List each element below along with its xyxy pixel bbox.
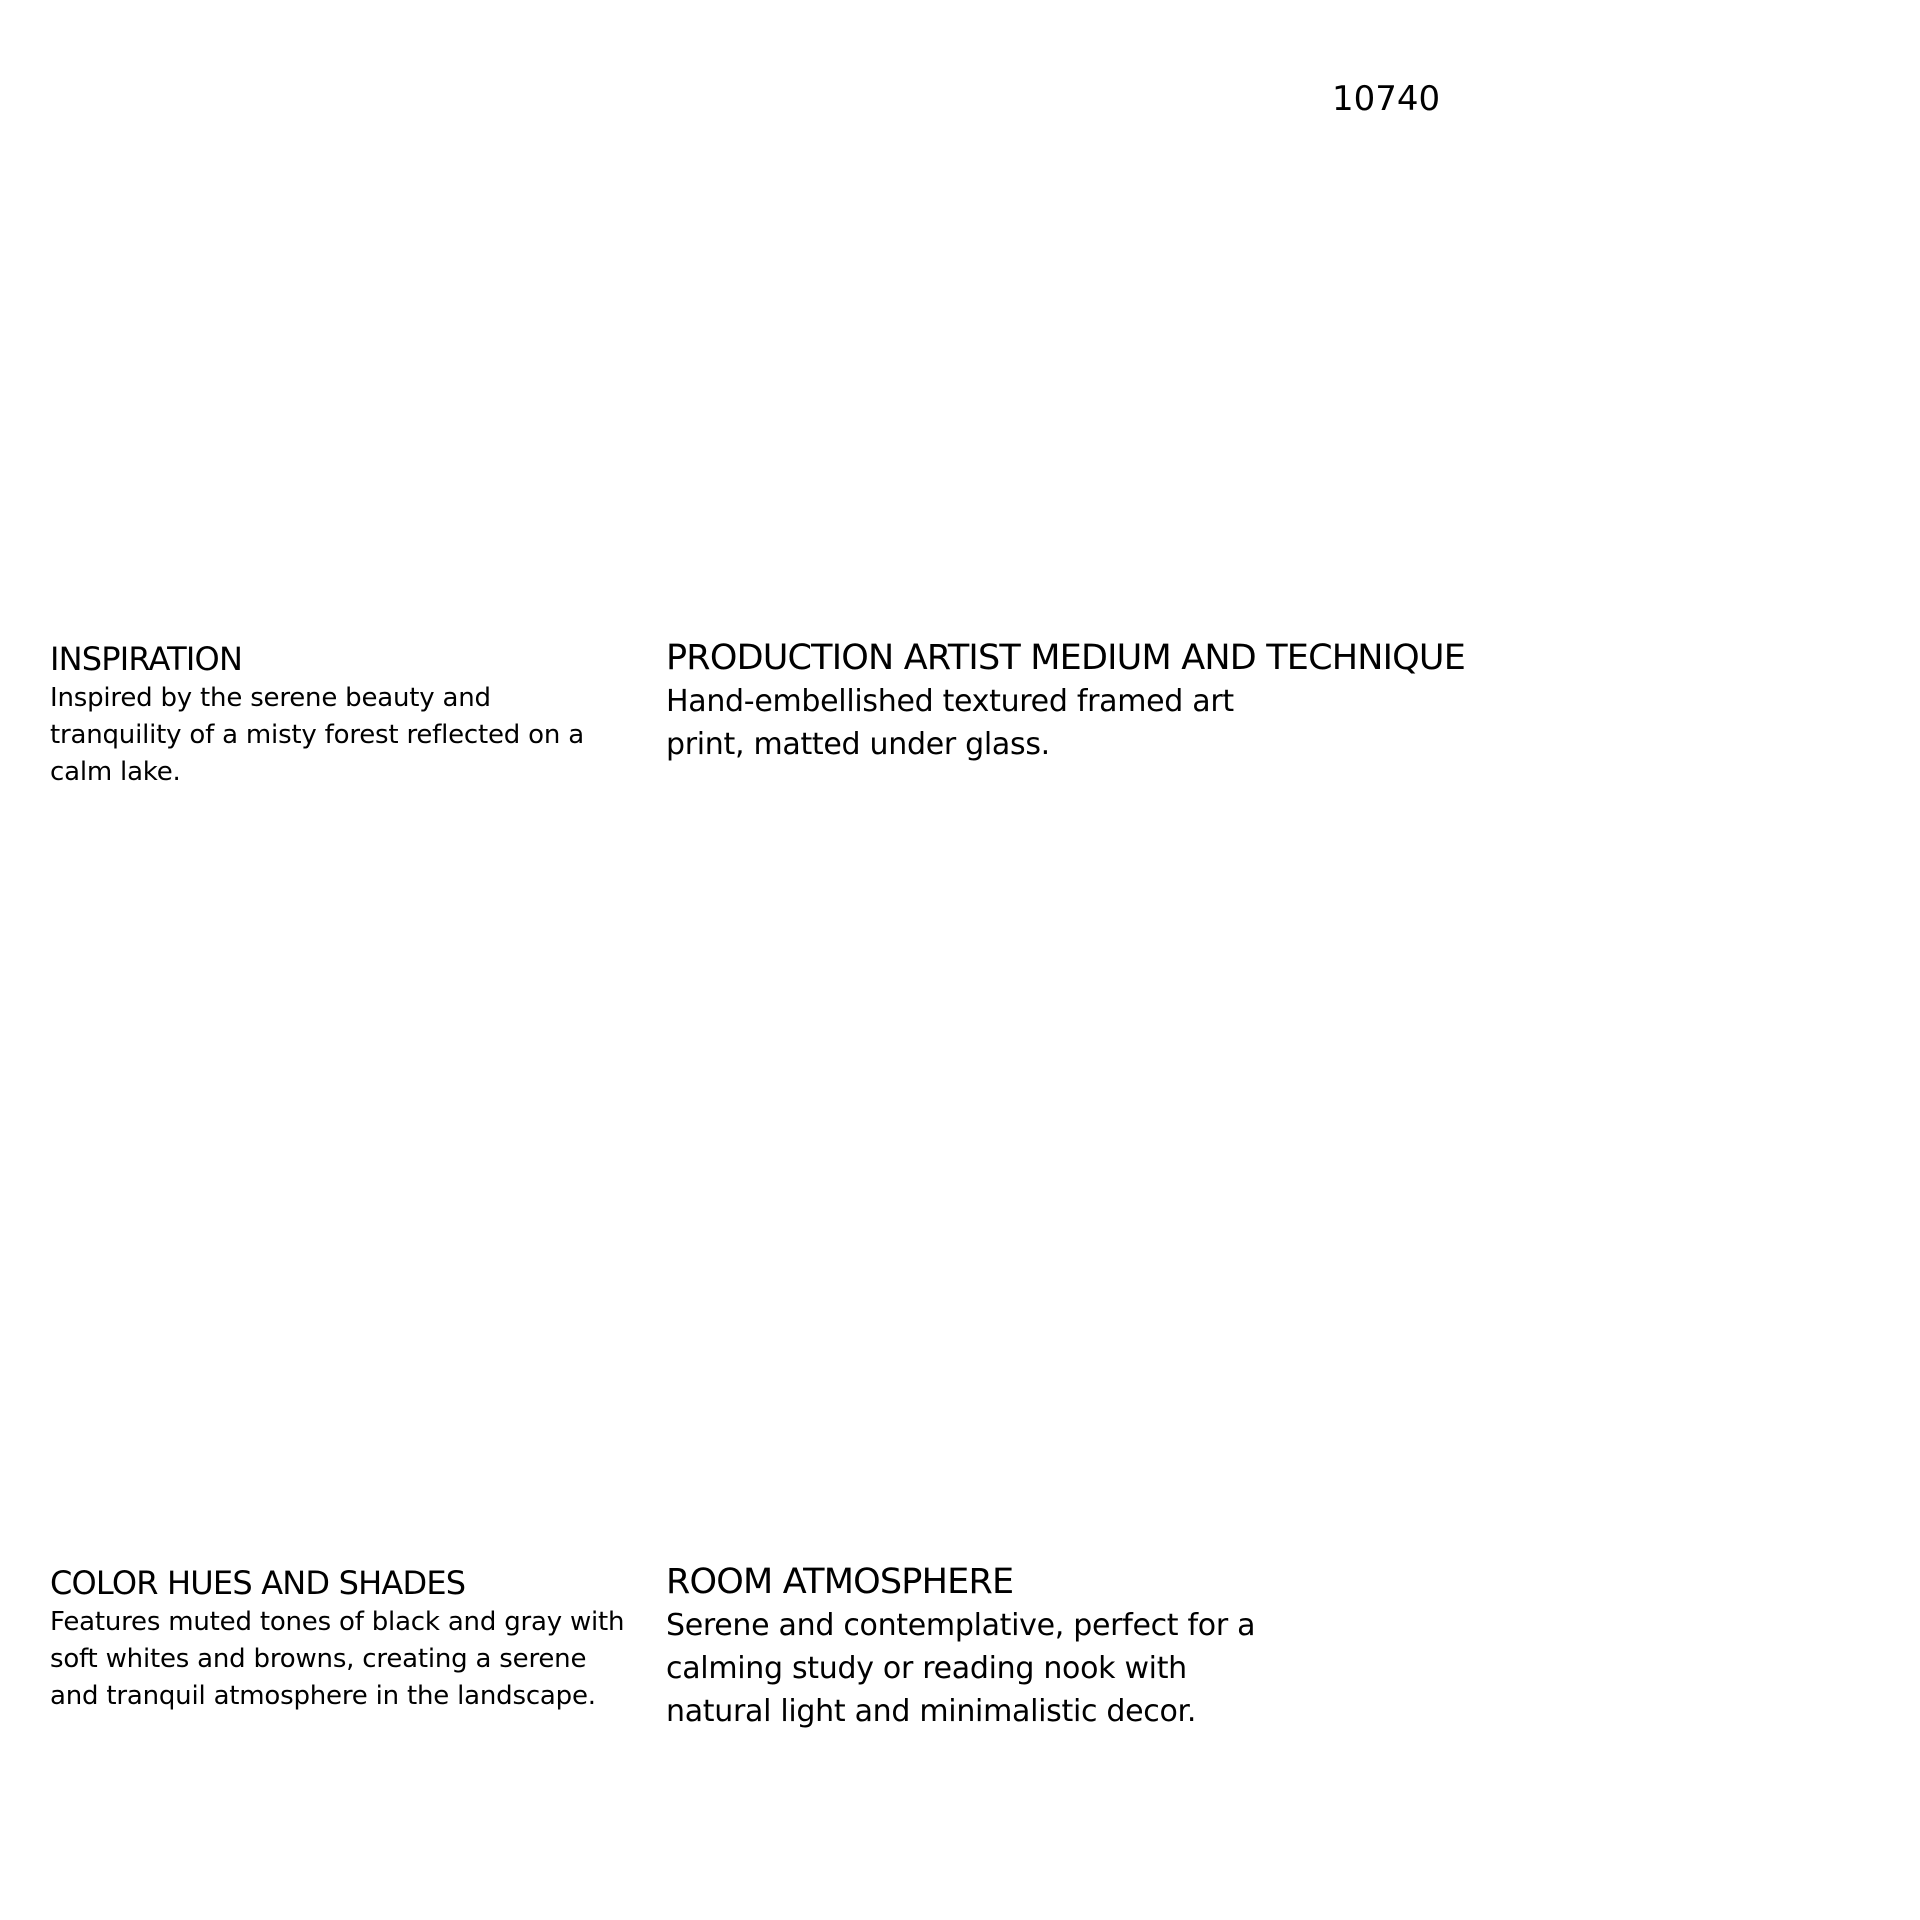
inspiration-heading: INSPIRATION bbox=[50, 640, 243, 678]
page-number: 10740 bbox=[1332, 79, 1441, 119]
room-atmosphere-heading: ROOM ATMOSPHERE bbox=[666, 1562, 1014, 1602]
room-atmosphere-section bbox=[666, 1560, 1286, 1733]
color-heading: COLOR HUES AND SHADES bbox=[50, 1564, 466, 1602]
production-section bbox=[666, 636, 1566, 766]
inspiration-text: Inspired by the serene beauty and tranquility of a misty forest reflected on a calm lake. bbox=[50, 683, 584, 787]
color-text: Features muted tones of black and gray with soft whites and browns, creating a serene and tranquil atmosphere in the landscape. bbox=[50, 1607, 625, 1711]
room-atmosphere-text: Serene and contemplative, perfect for a calming study or reading nook with natural light and minimalistic decor. bbox=[666, 1608, 1256, 1729]
production-text: Hand-embellished textured framed art print, matted under glass. bbox=[666, 684, 1234, 762]
production-heading: PRODUCTION ARTIST MEDIUM AND TECHNIQUE bbox=[666, 638, 1466, 678]
color-section bbox=[50, 1562, 640, 1715]
inspiration-section bbox=[50, 638, 630, 791]
